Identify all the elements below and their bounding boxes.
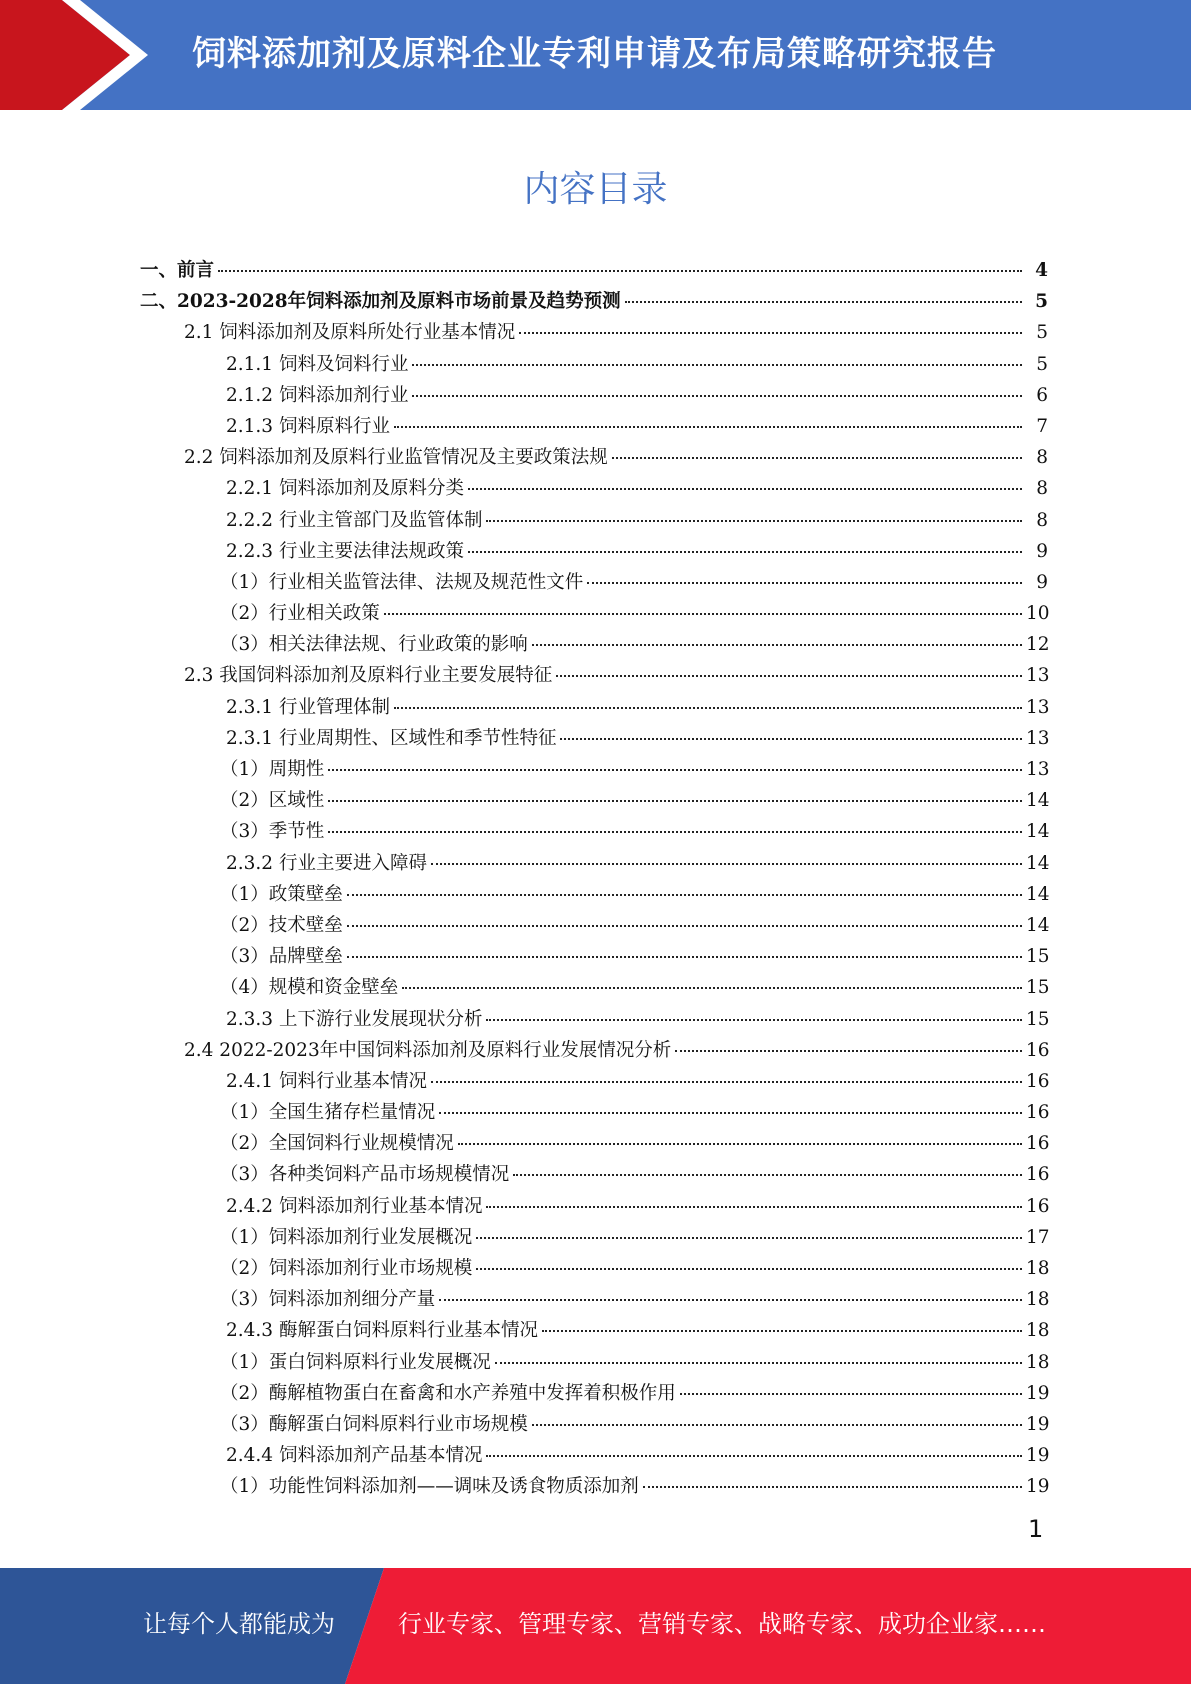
toc-entry[interactable] (0, 723, 1191, 754)
toc-entry[interactable] (0, 286, 1191, 317)
toc-entry[interactable] (0, 349, 1191, 380)
toc-entry-page: 5 (1036, 322, 1048, 344)
toc-entry-page: 19 (1026, 1413, 1050, 1435)
toc-entry-text: 2.1.1 饲料及饲料行业 (226, 353, 409, 375)
toc-entry-page: 18 (1026, 1320, 1050, 1342)
dot-leader (532, 1421, 1022, 1426)
toc-entry-page: 13 (1026, 665, 1050, 687)
toc-entry[interactable] (0, 411, 1191, 442)
toc-entry-text: （3）品牌壁垒 (220, 946, 343, 968)
dot-leader (347, 891, 1022, 896)
toc-entry[interactable] (0, 1253, 1191, 1284)
toc-entry-text: 2.1.2 饲料添加剂行业 (226, 384, 409, 406)
toc-entry-page: 6 (1036, 384, 1048, 406)
dot-leader (347, 953, 1022, 958)
toc-entry-page: 12 (1026, 634, 1050, 656)
dot-leader (513, 1171, 1022, 1176)
toc-entry[interactable] (0, 785, 1191, 816)
dot-leader (556, 672, 1022, 677)
toc-entry[interactable] (0, 660, 1191, 691)
toc-entry-text: （3）各种类饲料产品市场规模情况 (220, 1164, 510, 1186)
toc-entry-page: 16 (1026, 1070, 1050, 1092)
toc-entry-page: 16 (1026, 1133, 1050, 1155)
dot-leader (476, 1265, 1022, 1270)
toc-entry[interactable] (0, 473, 1191, 504)
dot-leader (402, 984, 1022, 989)
toc-entry[interactable] (0, 598, 1191, 629)
toc-entry-page: 13 (1026, 759, 1050, 780)
dot-leader (560, 735, 1022, 740)
dot-leader (486, 1016, 1022, 1021)
toc-entry-page: 16 (1026, 1195, 1050, 1217)
dot-leader (532, 641, 1022, 646)
dot-leader (486, 1452, 1022, 1457)
toc-entry[interactable] (0, 255, 1191, 286)
dot-leader (643, 1483, 1022, 1488)
toc-entry-text: 2.3.1 行业周期性、区域性和季节性特征 (226, 727, 557, 749)
toc-entry-page: 18 (1026, 1258, 1050, 1279)
toc-entry[interactable] (0, 848, 1191, 879)
toc-entry[interactable] (0, 972, 1191, 1003)
toc-entry[interactable] (0, 1097, 1191, 1128)
toc-entry-page: 9 (1036, 571, 1048, 593)
toc-entry[interactable] (0, 1409, 1191, 1440)
table-of-contents (0, 255, 1191, 1503)
toc-entry-page: 14 (1026, 883, 1050, 905)
dot-leader (384, 610, 1022, 615)
toc-entry[interactable] (0, 1378, 1191, 1409)
dot-leader (439, 1109, 1022, 1114)
toc-entry[interactable] (0, 1004, 1191, 1035)
toc-entry-page: 7 (1036, 415, 1048, 437)
footer-slogan-left: 让每个人都能成为 (143, 1610, 335, 1638)
page-number: 1 (1028, 1515, 1044, 1543)
dot-leader (328, 828, 1022, 833)
toc-entry-page: 5 (1036, 353, 1048, 375)
toc-entry-text: 2.1 饲料添加剂及原料所处行业基本情况 (184, 322, 516, 344)
toc-entry-text: （3）相关法律法规、行业政策的影响 (220, 634, 528, 656)
dot-leader (431, 860, 1022, 865)
toc-entry-page: 18 (1026, 1289, 1050, 1311)
toc-entry-text: 2.2.3 行业主要法律法规政策 (226, 540, 464, 562)
toc-entry-page: 16 (1026, 1164, 1050, 1186)
toc-entry-text: 2.3.3 上下游行业发展现状分析 (226, 1008, 483, 1030)
dot-leader (328, 766, 1022, 771)
toc-entry-text: 2.4 2022-2023年中国饲料添加剂及原料行业发展情况分析 (184, 1039, 672, 1061)
toc-entry-text: （1）蛋白饲料原料行业发展概况 (220, 1351, 491, 1373)
toc-entry-text: （1）政策壁垒 (220, 883, 343, 905)
toc-entry-page: 14 (1026, 914, 1050, 936)
toc-entry-page: 10 (1026, 603, 1050, 625)
dot-leader (476, 1234, 1022, 1239)
dot-leader (519, 329, 1022, 334)
toc-entry-text: （1）饲料添加剂行业发展概况 (220, 1226, 473, 1248)
toc-entry-text: 2.4.4 饲料添加剂产品基本情况 (226, 1445, 483, 1467)
toc-entry-text: （4）规模和资金壁垒 (220, 977, 399, 999)
toc-entry[interactable] (0, 1471, 1191, 1502)
toc-entry-page: 15 (1026, 1008, 1050, 1030)
toc-entry-text: 2.4.2 饲料添加剂行业基本情况 (226, 1195, 483, 1217)
toc-entry-page: 5 (1035, 291, 1048, 313)
toc-entry-text: （2）区域性 (220, 790, 325, 812)
dot-leader (347, 922, 1022, 927)
toc-heading: 内容目录 (523, 169, 668, 210)
dot-leader (412, 392, 1022, 397)
toc-entry-text: 2.2 饲料添加剂及原料行业监管情况及主要政策法规 (184, 447, 608, 469)
toc-entry[interactable] (0, 754, 1191, 785)
toc-entry-text: 一、前言 (140, 260, 215, 281)
toc-entry-text: 2.4.1 饲料行业基本情况 (226, 1070, 427, 1092)
toc-entry-page: 8 (1036, 478, 1048, 500)
dot-leader (542, 1327, 1022, 1332)
toc-entry[interactable] (0, 629, 1191, 660)
toc-entry[interactable] (0, 317, 1191, 348)
toc-entry[interactable] (0, 910, 1191, 941)
toc-entry[interactable] (0, 879, 1191, 910)
toc-entry-text: （2）饲料添加剂行业市场规模 (220, 1258, 473, 1279)
dot-leader (625, 298, 1022, 303)
toc-entry-text: （1）周期性 (220, 759, 325, 780)
dot-leader (431, 1078, 1022, 1083)
dot-leader (675, 1047, 1022, 1052)
toc-entry[interactable] (0, 1159, 1191, 1190)
toc-entry[interactable] (0, 941, 1191, 972)
toc-entry-text: 2.1.3 饲料原料行业 (226, 415, 390, 437)
dot-leader (328, 797, 1022, 802)
toc-entry-page: 13 (1026, 696, 1050, 718)
dot-leader (218, 267, 1022, 272)
toc-entry[interactable] (0, 1315, 1191, 1346)
dot-leader (587, 579, 1022, 584)
toc-entry-text: （1）功能性饲料添加剂——调味及诱食物质添加剂 (220, 1476, 639, 1498)
dot-leader (612, 454, 1022, 459)
dot-leader (486, 517, 1022, 522)
toc-entry-text: （3）饲料添加剂细分产量 (220, 1289, 436, 1311)
toc-entry-page: 15 (1026, 977, 1050, 999)
toc-entry[interactable] (0, 1035, 1191, 1066)
toc-entry-page: 19 (1026, 1382, 1050, 1404)
toc-entry-page: 4 (1035, 260, 1048, 281)
report-footer (0, 1568, 1191, 1684)
toc-entry-text: 2.3.1 行业管理体制 (226, 696, 390, 718)
toc-entry[interactable] (0, 1284, 1191, 1315)
report-title: 饲料添加剂及原料企业专利申请及布局策略研究报告 (192, 34, 997, 74)
dot-leader (439, 1296, 1022, 1301)
toc-entry-page: 19 (1026, 1476, 1050, 1498)
toc-entry-text: 2.3 我国饲料添加剂及原料行业主要发展特征 (184, 665, 553, 687)
toc-entry-text: （2）技术壁垒 (220, 914, 343, 936)
dot-leader (394, 423, 1022, 428)
toc-entry-page: 17 (1026, 1226, 1050, 1248)
toc-entry-page: 8 (1036, 447, 1048, 469)
toc-entry-text: 二、2023-2028年饲料添加剂及原料市场前景及趋势预测 (140, 291, 621, 313)
toc-entry[interactable] (0, 380, 1191, 411)
toc-entry-text: （2）行业相关政策 (220, 603, 380, 625)
dot-leader (495, 1359, 1022, 1364)
toc-entry[interactable] (0, 1440, 1191, 1471)
dot-leader (394, 704, 1022, 709)
toc-entry[interactable] (0, 816, 1191, 847)
toc-entry-page: 13 (1026, 727, 1050, 749)
toc-entry[interactable] (0, 1066, 1191, 1097)
toc-entry-text: （3）酶解蛋白饲料原料行业市场规模 (220, 1413, 528, 1435)
toc-entry-text: 2.2.2 行业主管部门及监管体制 (226, 509, 483, 531)
toc-entry[interactable] (0, 1191, 1191, 1222)
toc-entry-text: （1）行业相关监管法律、法规及规范性文件 (220, 571, 584, 593)
toc-entry-page: 8 (1036, 509, 1048, 531)
toc-entry-text: 2.3.2 行业主要进入障碍 (226, 852, 427, 874)
toc-entry-page: 15 (1026, 946, 1050, 968)
toc-entry-text: （2）全国饲料行业规模情况 (220, 1133, 454, 1155)
dot-leader (468, 485, 1022, 490)
toc-entry-page: 9 (1036, 540, 1048, 562)
dot-leader (412, 361, 1022, 366)
toc-entry-text: （1）全国生猪存栏量情况 (220, 1102, 436, 1124)
dot-leader (680, 1390, 1022, 1395)
toc-entry[interactable] (0, 1128, 1191, 1159)
toc-entry[interactable] (0, 1347, 1191, 1378)
toc-entry-page: 16 (1026, 1102, 1050, 1124)
toc-entry[interactable] (0, 505, 1191, 536)
toc-entry-text: （2）酶解植物蛋白在畜禽和水产养殖中发挥着积极作用 (220, 1382, 676, 1404)
toc-entry-text: （3）季节性 (220, 821, 325, 843)
toc-entry-page: 14 (1026, 852, 1050, 874)
dot-leader (486, 1203, 1022, 1208)
footer-slogan-right: 行业专家、管理专家、营销专家、战略专家、成功企业家…… (398, 1610, 1046, 1638)
toc-entry-page: 14 (1026, 821, 1050, 843)
toc-entry-page: 19 (1026, 1445, 1050, 1467)
toc-entry-text: 2.4.3 酶解蛋白饲料原料行业基本情况 (226, 1320, 538, 1342)
toc-entry-page: 18 (1026, 1351, 1050, 1373)
toc-entry[interactable] (0, 536, 1191, 567)
dot-leader (458, 1140, 1022, 1145)
toc-entry-page: 16 (1026, 1039, 1050, 1061)
toc-entry-page: 14 (1026, 790, 1050, 812)
report-header (0, 0, 1191, 110)
toc-entry-text: 2.2.1 饲料添加剂及原料分类 (226, 478, 464, 500)
toc-entry[interactable] (0, 442, 1191, 473)
toc-entry[interactable] (0, 692, 1191, 723)
toc-entry[interactable] (0, 567, 1191, 598)
toc-entry[interactable] (0, 1222, 1191, 1253)
dot-leader (468, 548, 1022, 553)
